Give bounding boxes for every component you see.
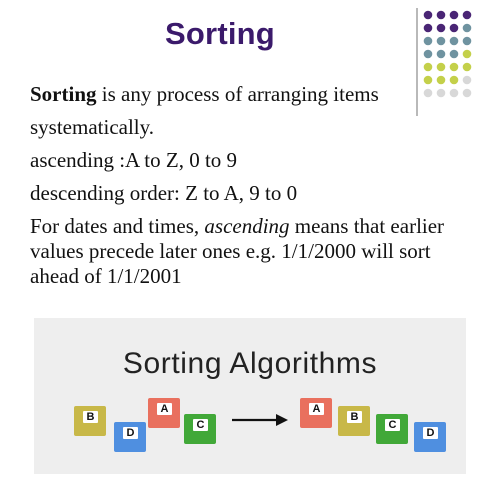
decor-dot (463, 24, 472, 33)
decor-dot (450, 63, 459, 72)
decor-dot (450, 50, 459, 59)
decor-dot (450, 76, 459, 85)
body-line-ascending: ascending :A to Z, 0 to 9 (30, 148, 238, 172)
decor-dot (437, 11, 446, 20)
letter-block-label: A (309, 403, 324, 415)
banner-title: Sorting Algorithms (122, 347, 378, 380)
right-arrow-icon (230, 412, 290, 428)
letter-block-label: B (347, 411, 362, 423)
decor-dot (437, 63, 446, 72)
decor-dot (437, 37, 446, 46)
decor-dot (450, 24, 459, 33)
term-sorting: Sorting (30, 82, 97, 106)
dates-text-a: For dates and times, (30, 214, 205, 238)
slide-body (30, 84, 470, 288)
decor-dot (463, 50, 472, 59)
body-line-descending: descending order: Z to A, 9 to 0 (30, 181, 298, 205)
decor-dot (424, 76, 433, 85)
letter-block-unsorted-b (74, 406, 106, 436)
letter-block-sorted-c (376, 414, 408, 444)
slide-title: Sorting (165, 16, 275, 51)
letter-block-sorted-a (300, 398, 332, 428)
letter-block-unsorted-a (148, 398, 180, 428)
letter-block-sorted-b (338, 406, 370, 436)
decor-dot (424, 50, 433, 59)
letter-block-unsorted-c (184, 414, 216, 444)
decor-dot (437, 76, 446, 85)
decor-dot (450, 11, 459, 20)
decor-dot (424, 24, 433, 33)
letter-blocks (34, 318, 466, 474)
letter-block-label: D (123, 427, 138, 439)
letter-block-unsorted-d (114, 422, 146, 452)
decor-dot (463, 63, 472, 72)
decor-dot (424, 63, 433, 72)
letter-block-label: C (193, 419, 208, 431)
body-line-dates (30, 214, 470, 288)
decor-dot (463, 11, 472, 20)
letter-block-label: B (83, 411, 98, 423)
dates-text-b: means that earlier values precede later ones e.g. 1/1/2000 will sort ahead of 1/1/2001 (30, 214, 445, 288)
decor-dot (424, 37, 433, 46)
letter-block-label: A (157, 403, 172, 415)
decor-dot (424, 11, 433, 20)
decor-dot (450, 37, 459, 46)
letter-block-label: C (385, 419, 400, 431)
sorting-algorithms-banner (34, 318, 466, 474)
letter-block-sorted-d (414, 422, 446, 452)
body-line-1-rest: is any process of arranging items (96, 82, 379, 106)
decor-dot (463, 76, 472, 85)
body-line-2: systematically. (30, 115, 155, 139)
decor-dot (437, 24, 446, 33)
dates-text-italic: ascending (204, 214, 290, 238)
decor-dot (437, 50, 446, 59)
body-line-1 (30, 84, 470, 105)
decor-dot (463, 37, 472, 46)
letter-block-label: D (423, 427, 438, 439)
